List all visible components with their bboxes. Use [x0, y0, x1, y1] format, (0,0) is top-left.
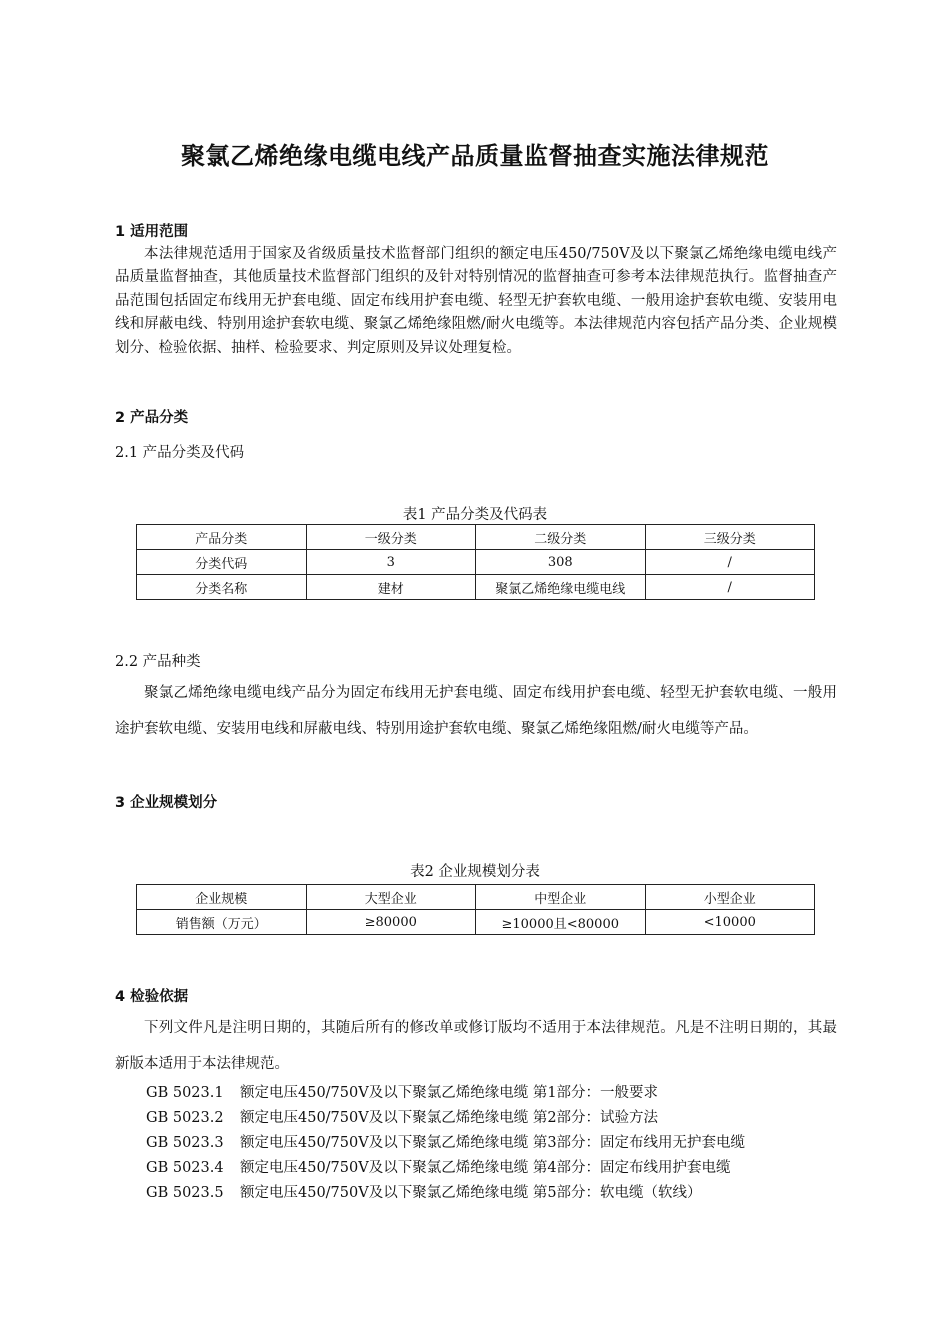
- reference-title: 额定电压450/750V及以下聚氯乙烯绝缘电缆 第5部分：软电缆（软线）: [240, 1185, 702, 1201]
- reference-code: GB 5023.1: [146, 1085, 224, 1101]
- reference-code: GB 5023.3: [146, 1135, 224, 1151]
- table-cell: 中型企业: [476, 885, 646, 910]
- reference-code: GB 5023.5: [146, 1185, 224, 1201]
- table-cell: 3: [306, 550, 476, 575]
- table-cell: 二级分类: [476, 525, 646, 550]
- table-cell: /: [645, 575, 815, 600]
- table-1-caption: 表1 产品分类及代码表: [402, 507, 548, 523]
- table-cell: 三级分类: [645, 525, 815, 550]
- table-cell: ≥10000且<80000: [476, 910, 646, 935]
- section-2-2-heading: 2.2 产品种类: [115, 654, 201, 670]
- document-title: 聚氯乙烯绝缘电缆电线产品质量监督抽查实施法律规范: [181, 142, 769, 170]
- table-row: [137, 525, 815, 550]
- table-cell: ≥80000: [306, 910, 476, 935]
- reference-title: 额定电压450/750V及以下聚氯乙烯绝缘电缆 第3部分：固定布线用无护套电缆: [240, 1135, 746, 1151]
- reference-title: 额定电压450/750V及以下聚氯乙烯绝缘电缆 第4部分：固定布线用护套电缆: [240, 1160, 731, 1176]
- table-row: [137, 910, 815, 935]
- reference-code: GB 5023.4: [146, 1160, 224, 1176]
- enterprise-scale-table: [136, 884, 815, 935]
- table-cell: 大型企业: [306, 885, 476, 910]
- reference-item: [146, 1181, 702, 1202]
- reference-title: 额定电压450/750V及以下聚氯乙烯绝缘电缆 第2部分：试验方法: [240, 1110, 659, 1126]
- section-1-paragraph: 本法律规范适用于国家及省级质量技术监督部门组织的额定电压450/750V及以下聚氯乙烯绝缘电缆电线产品质量监督抽查，其他质量技术监督部门组织的及针对特别情况的监督抽查可参考本法律规范执行。监督抽查产品范围包括固定布线用无护套电缆、固定布线用护套电缆、轻型无护套软电缆、一般用途护套软电缆、安装用电线和屏蔽电线、特别用途护套软电缆、聚氯乙烯绝缘阻燃/耐火电缆等。本法律规范内容包括产品分类、企业规模划分、检验依据、抽样、检验要求、判定原则及异议处理复检。: [115, 246, 837, 356]
- table-cell: 分类代码: [137, 550, 307, 575]
- table-cell: 聚氯乙烯绝缘电缆电线: [476, 575, 646, 600]
- table-2-caption: 表2 企业规模划分表: [410, 864, 540, 880]
- table-cell: 小型企业: [645, 885, 815, 910]
- table-cell: 产品分类: [137, 525, 307, 550]
- reference-title: 额定电压450/750V及以下聚氯乙烯绝缘电缆 第1部分：一般要求: [240, 1085, 659, 1101]
- table-cell: 分类名称: [137, 575, 307, 600]
- reference-code: GB 5023.2: [146, 1110, 224, 1126]
- section-4-paragraph: 下列文件凡是注明日期的，其随后所有的修改单或修订版均不适用于本法律规范。凡是不注明日期的，其最新版本适用于本法律规范。: [115, 1020, 837, 1072]
- table-cell: 308: [476, 550, 646, 575]
- section-2-heading: 2 产品分类: [115, 410, 189, 426]
- reference-item: [146, 1156, 731, 1177]
- section-3-heading: 3 企业规模划分: [115, 795, 218, 811]
- table-row: [137, 575, 815, 600]
- table-row: [137, 885, 815, 910]
- reference-item: [146, 1131, 745, 1152]
- section-2-1-heading: 2.1 产品分类及代码: [115, 445, 245, 461]
- section-2-2-paragraph: 聚氯乙烯绝缘电缆电线产品分为固定布线用无护套电缆、固定布线用护套电缆、轻型无护套软电缆、一般用途护套软电缆、安装用电线和屏蔽电线、特别用途护套软电缆、聚氯乙烯绝缘阻燃/耐火电缆等产品。: [115, 685, 837, 737]
- table-cell: 一级分类: [306, 525, 476, 550]
- product-classification-table: [136, 524, 815, 600]
- reference-item: [146, 1081, 658, 1102]
- section-4-heading: 4 检验依据: [115, 989, 189, 1005]
- table-cell: /: [645, 550, 815, 575]
- table-row: [137, 550, 815, 575]
- table-cell: 建材: [306, 575, 476, 600]
- table-cell: 销售额（万元）: [137, 910, 307, 935]
- section-1-heading: 1 适用范围: [115, 224, 189, 240]
- table-cell: <10000: [645, 910, 815, 935]
- table-cell: 企业规模: [137, 885, 307, 910]
- reference-item: [146, 1106, 658, 1127]
